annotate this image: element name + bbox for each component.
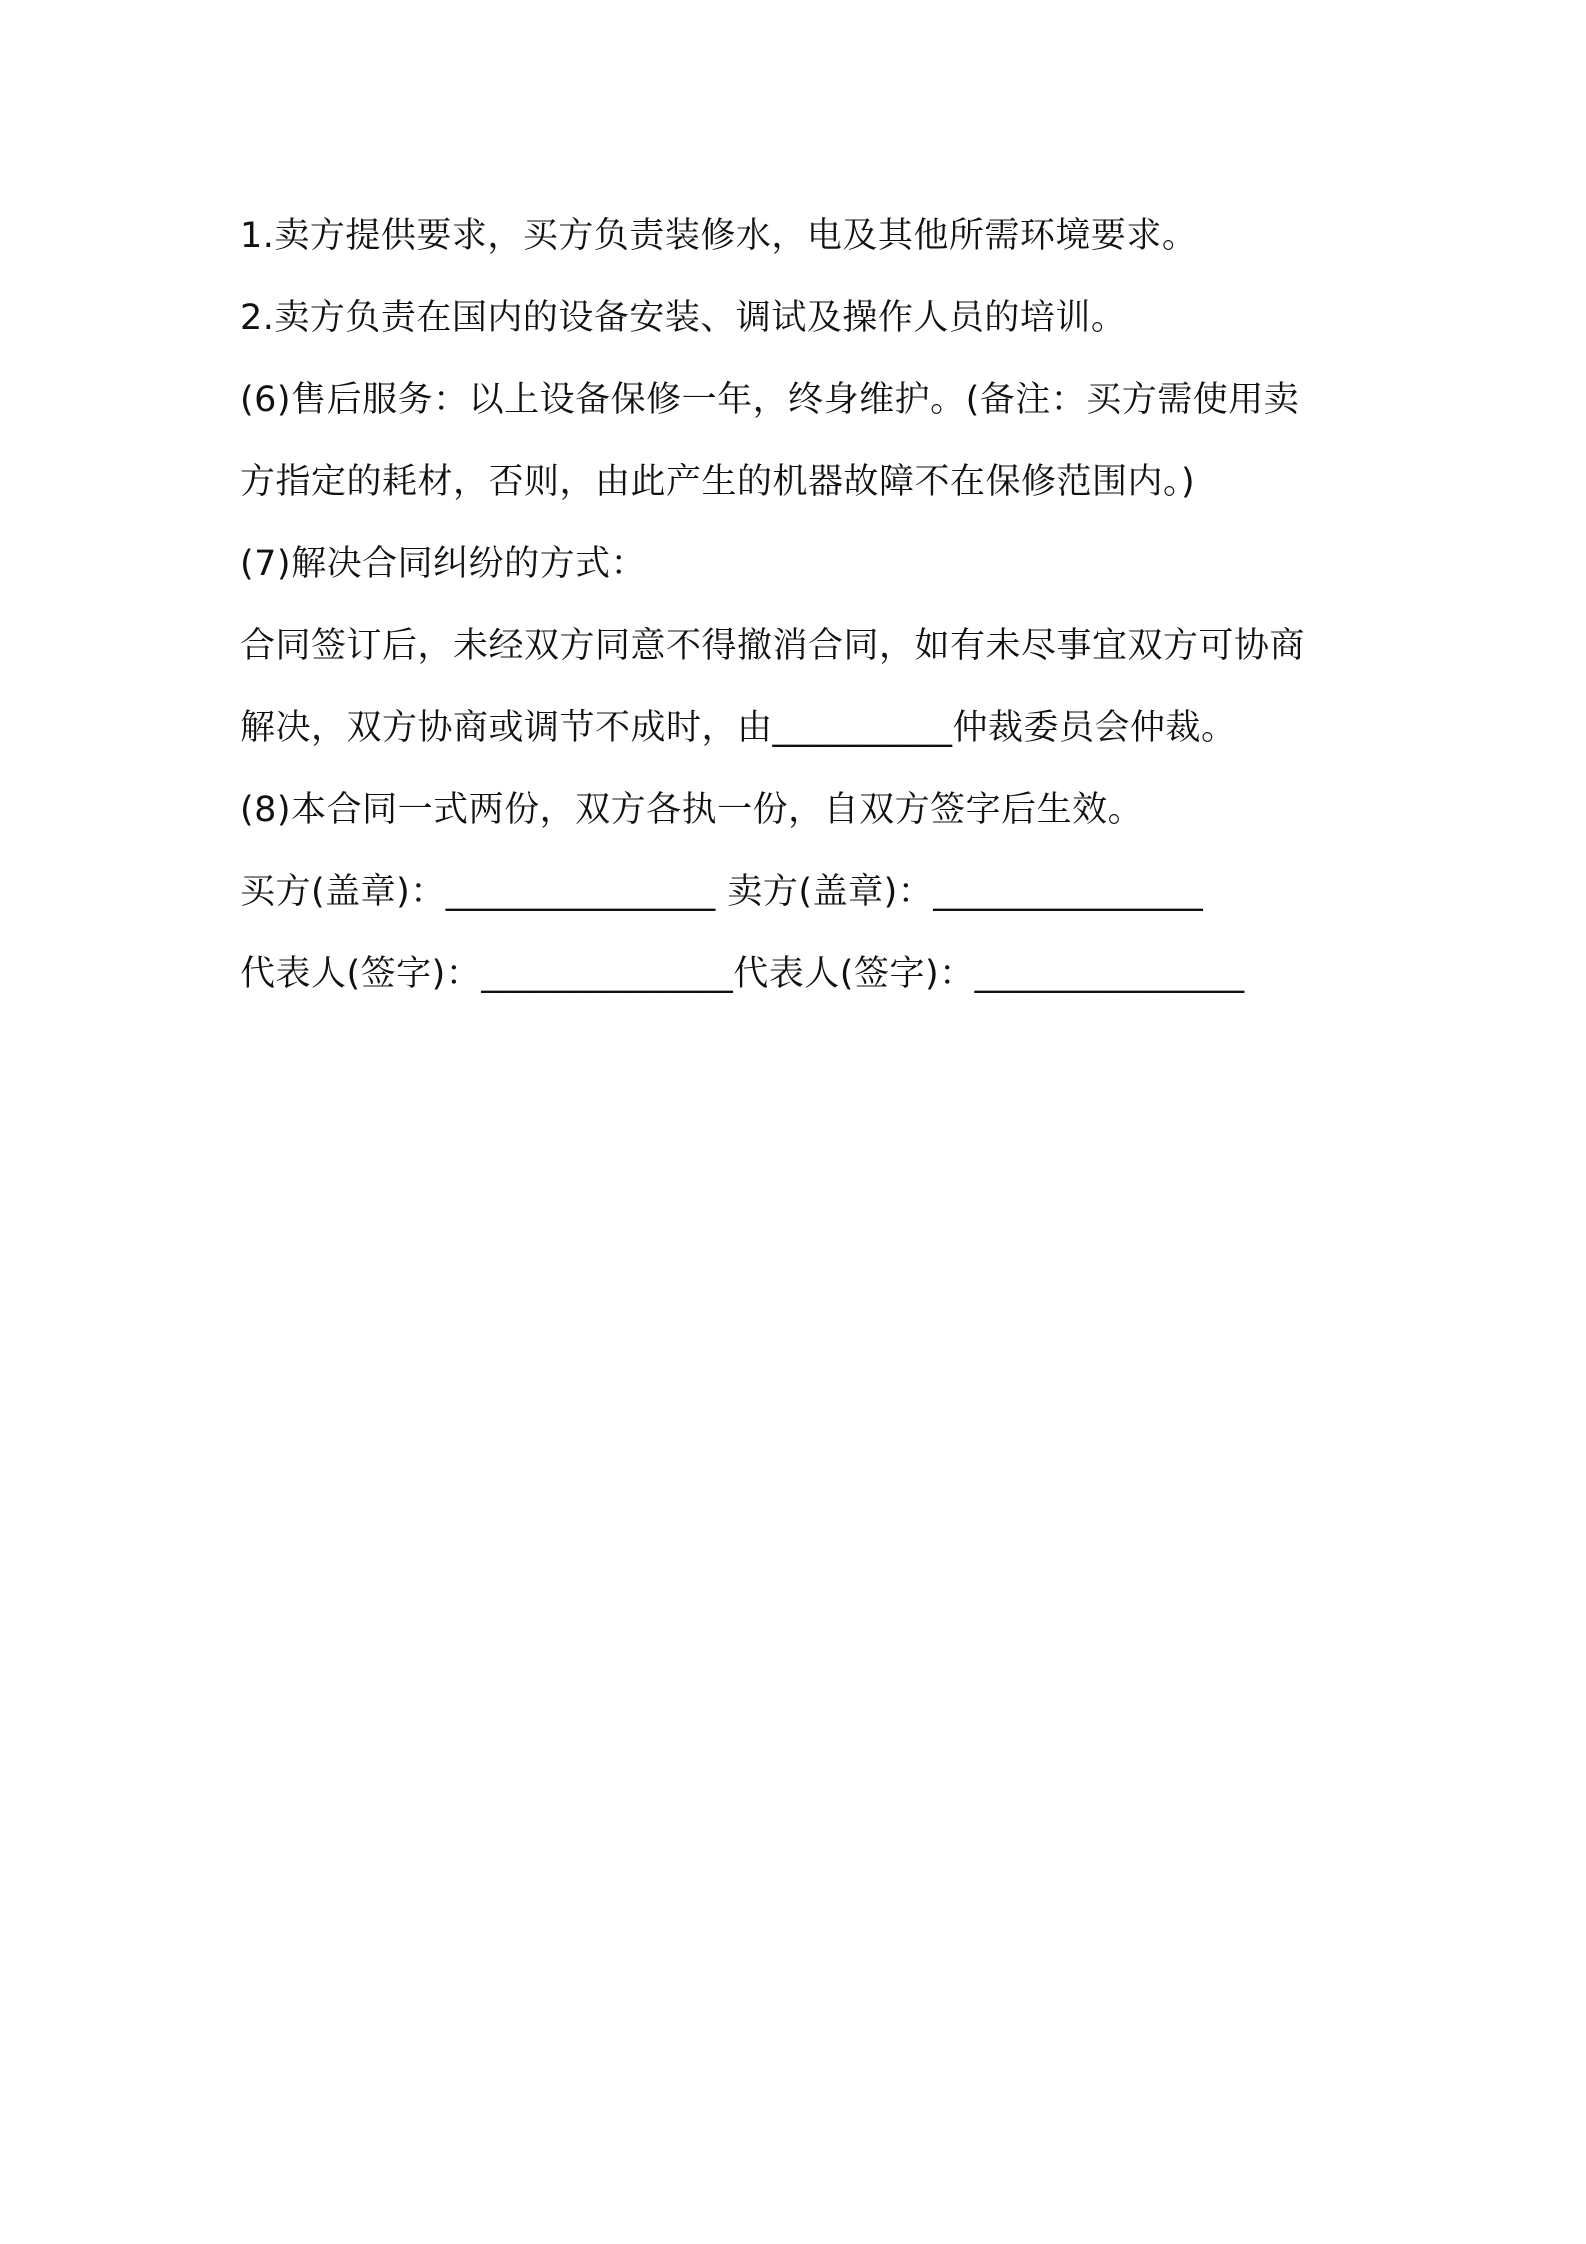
clause-after-sales-service-continued: 方指定的耗材，否则，由此产生的机器故障不在保修范围内。) (240, 462, 1196, 502)
signature-seal-line: 买方(盖章)：_______________ 卖方(盖章)：_______________ (240, 872, 1204, 912)
clause-dispute-resolution-heading: (7)解决合同纠纷的方式： (240, 544, 647, 584)
clause-installation-requirements: 1.卖方提供要求，买方负责装修水，电及其他所需环境要求。 (240, 216, 1198, 256)
document-body (240, 195, 1360, 1015)
clause-installation-training: 2.卖方负责在国内的设备安装、调试及操作人员的培训。 (240, 298, 1127, 338)
clause-contract-copies: (8)本合同一式两份，双方各执一份，自双方签字后生效。 (240, 790, 1144, 830)
clause-dispute-resolution-text: 合同签订后，未经双方同意不得撤消合同，如有未尽事宜双方可协商 (240, 626, 1306, 666)
clause-after-sales-service: (6)售后服务：以上设备保修一年，终身维护。(备注：买方需使用卖 (240, 380, 1300, 420)
signature-representative-line: 代表人(签字)：______________代表人(签字)：_______________ (240, 954, 1245, 994)
clause-dispute-resolution-arbitration: 解决，双方协商或调节不成时，由__________仲裁委员会仲裁。 (240, 708, 1237, 748)
